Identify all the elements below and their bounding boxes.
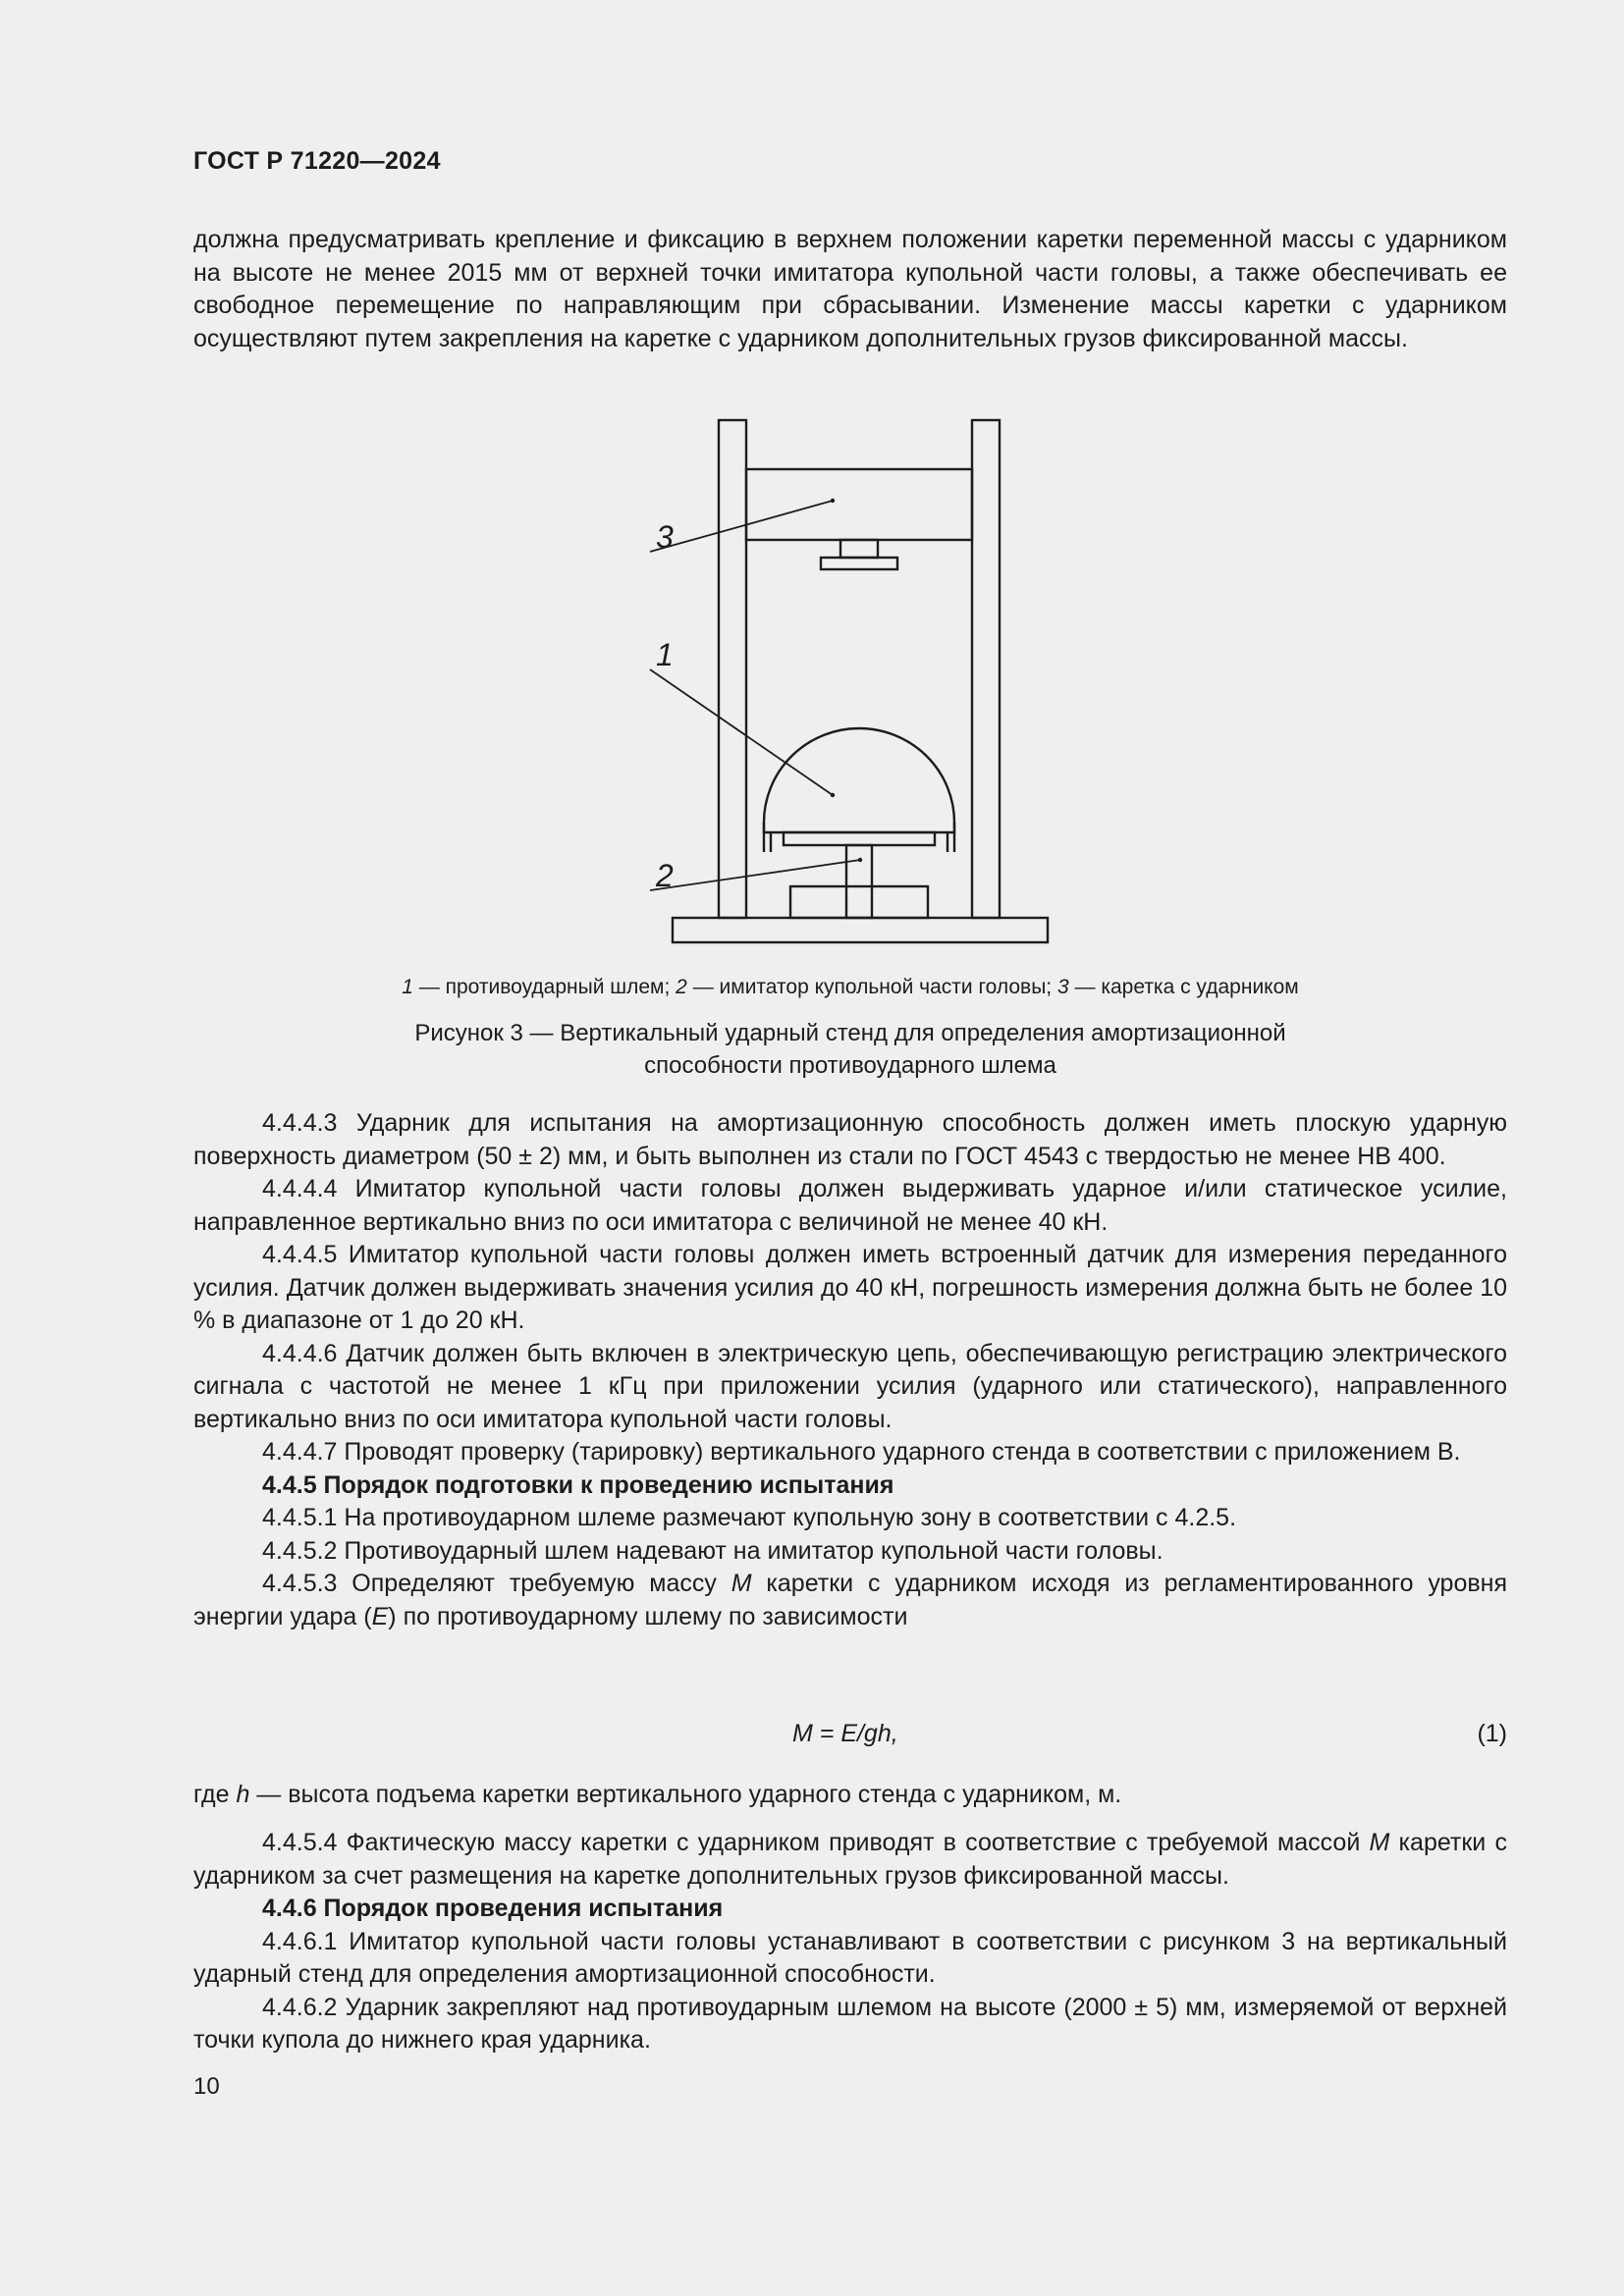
figure-legend: 1 — противоударный шлем; 2 — имитатор купольной части головы; 3 — каретка с ударником: [402, 976, 1299, 998]
paragraph: 4.4.6.1 Имитатор купольной части головы устанавливают в соответствии с рисунком 3 на вертикальный ударный стенд для определения амортизационной способности.: [193, 1927, 1507, 1988]
paragraph-4453: 4.4.5.3 Определяют требуемую массу М каретки с ударником исходя из регламентированного уровня энергии удара (Е) по противоударному шлему по зависимости: [193, 1570, 1507, 1630]
paragraph: 4.4.4.3 Ударник для испытания на амортизационную способность должен иметь плоскую ударную поверхность диаметром (50 ± 2) мм, и быть выполнен из стали по ГОСТ 4543 с твердостью не менее НВ 400.: [193, 1109, 1507, 1170]
label-3: 3: [656, 519, 674, 555]
heading-445: 4.4.5 Порядок подготовки к проведению испытания: [262, 1470, 894, 1499]
formula-where: где h — высота подъема каретки вертикального ударного стенда с ударником, м.: [193, 1781, 1122, 1808]
section-4444: [193, 1107, 1507, 1633]
paragraph: 4.4.4.5 Имитатор купольной части головы должен иметь встроенный датчик для измерения переданного усилия. Датчик должен выдерживать значения усилия до 40 кН, погрешность измерения должна быть не более 10 % в диапазоне от 1 до 20 кН.: [193, 1241, 1507, 1334]
left-guide-rail: [719, 420, 746, 918]
imitator-top-plate: [784, 832, 935, 845]
helmet-dome: [764, 728, 954, 832]
paragraph: 4.4.4.7 Проводят проверку (тарировку) вертикального ударного стенда в соответствии с приложением В.: [262, 1438, 1461, 1466]
label-1: 1: [656, 637, 674, 672]
intro-text: должна предусматривать крепление и фиксацию в верхнем положении каретки переменной массы с ударником на высоте не менее 2015 мм от верхней точки имитатора купольной части головы, а также обеспечивать ее свободное перемещение по направляющим при сбрасывании. Изменение массы каретки с ударником осуществляют путем закрепления на каретке с ударником дополнительных грузов фиксированной массы.: [193, 226, 1507, 352]
paragraph: 4.4.4.6 Датчик должен быть включен в электрическую цепь, обеспечивающую регистрацию электрического сигнала с частотой не менее 1 кГц при приложении усилия (ударного или статического), направленного вертикально вниз по оси имитатора купольной части головы.: [193, 1339, 1507, 1433]
leader-1: [650, 669, 833, 795]
carriage: [746, 469, 972, 540]
figure-caption: Рисунок 3 — Вертикальный ударный стенд для определения амортизационной способности противоударного шлема: [414, 1020, 1286, 1079]
label-2: 2: [656, 858, 674, 893]
stand-base: [673, 918, 1048, 942]
page-number: 10: [193, 2073, 220, 2100]
imitator-base-block: [790, 886, 928, 918]
paragraph: 4.4.6.2 Ударник закрепляют над противоударным шлемом на высоте (2000 ± 5) мм, измеряемой от верхней точки купола до нижнего края ударника.: [193, 1993, 1507, 2054]
intro-paragraph: [193, 224, 1507, 355]
paragraph: 4.4.4.4 Имитатор купольной части головы должен выдерживать ударное и/или статическое усилие, направленное вертикально вниз по оси имитатора с величиной не менее 40 кН.: [193, 1175, 1507, 1236]
formula-number: (1): [1477, 1720, 1507, 1747]
heading-446: 4.4.6 Порядок проведения испытания: [262, 1895, 724, 1922]
paragraph: 4.4.5.1 На противоударном шлеме размечают купольную зону в соответствии с 4.2.5.: [262, 1504, 1237, 1531]
formula: M = E/gh,: [792, 1720, 898, 1747]
paragraph: 4.4.5.2 Противоударный шлем надевают на имитатор купольной части головы.: [262, 1536, 1164, 1565]
striker-neck: [840, 540, 878, 558]
document-header: ГОСТ Р 71220—2024: [193, 147, 441, 175]
imitator-stem: [846, 845, 872, 918]
formula-row: [193, 1720, 1507, 1753]
striker-plate: [821, 558, 897, 569]
right-guide-rail: [972, 420, 1000, 918]
leader-3: [650, 501, 833, 552]
section-4454: [193, 1827, 1507, 2057]
paragraph-4454: 4.4.5.4 Фактическую массу каретки с ударником приводят в соответствие с требуемой массой М каретки с ударником за счет размещения на каретке дополнительных грузов фиксированной массы.: [193, 1829, 1507, 1890]
impact-stand-figure: [609, 402, 1070, 972]
